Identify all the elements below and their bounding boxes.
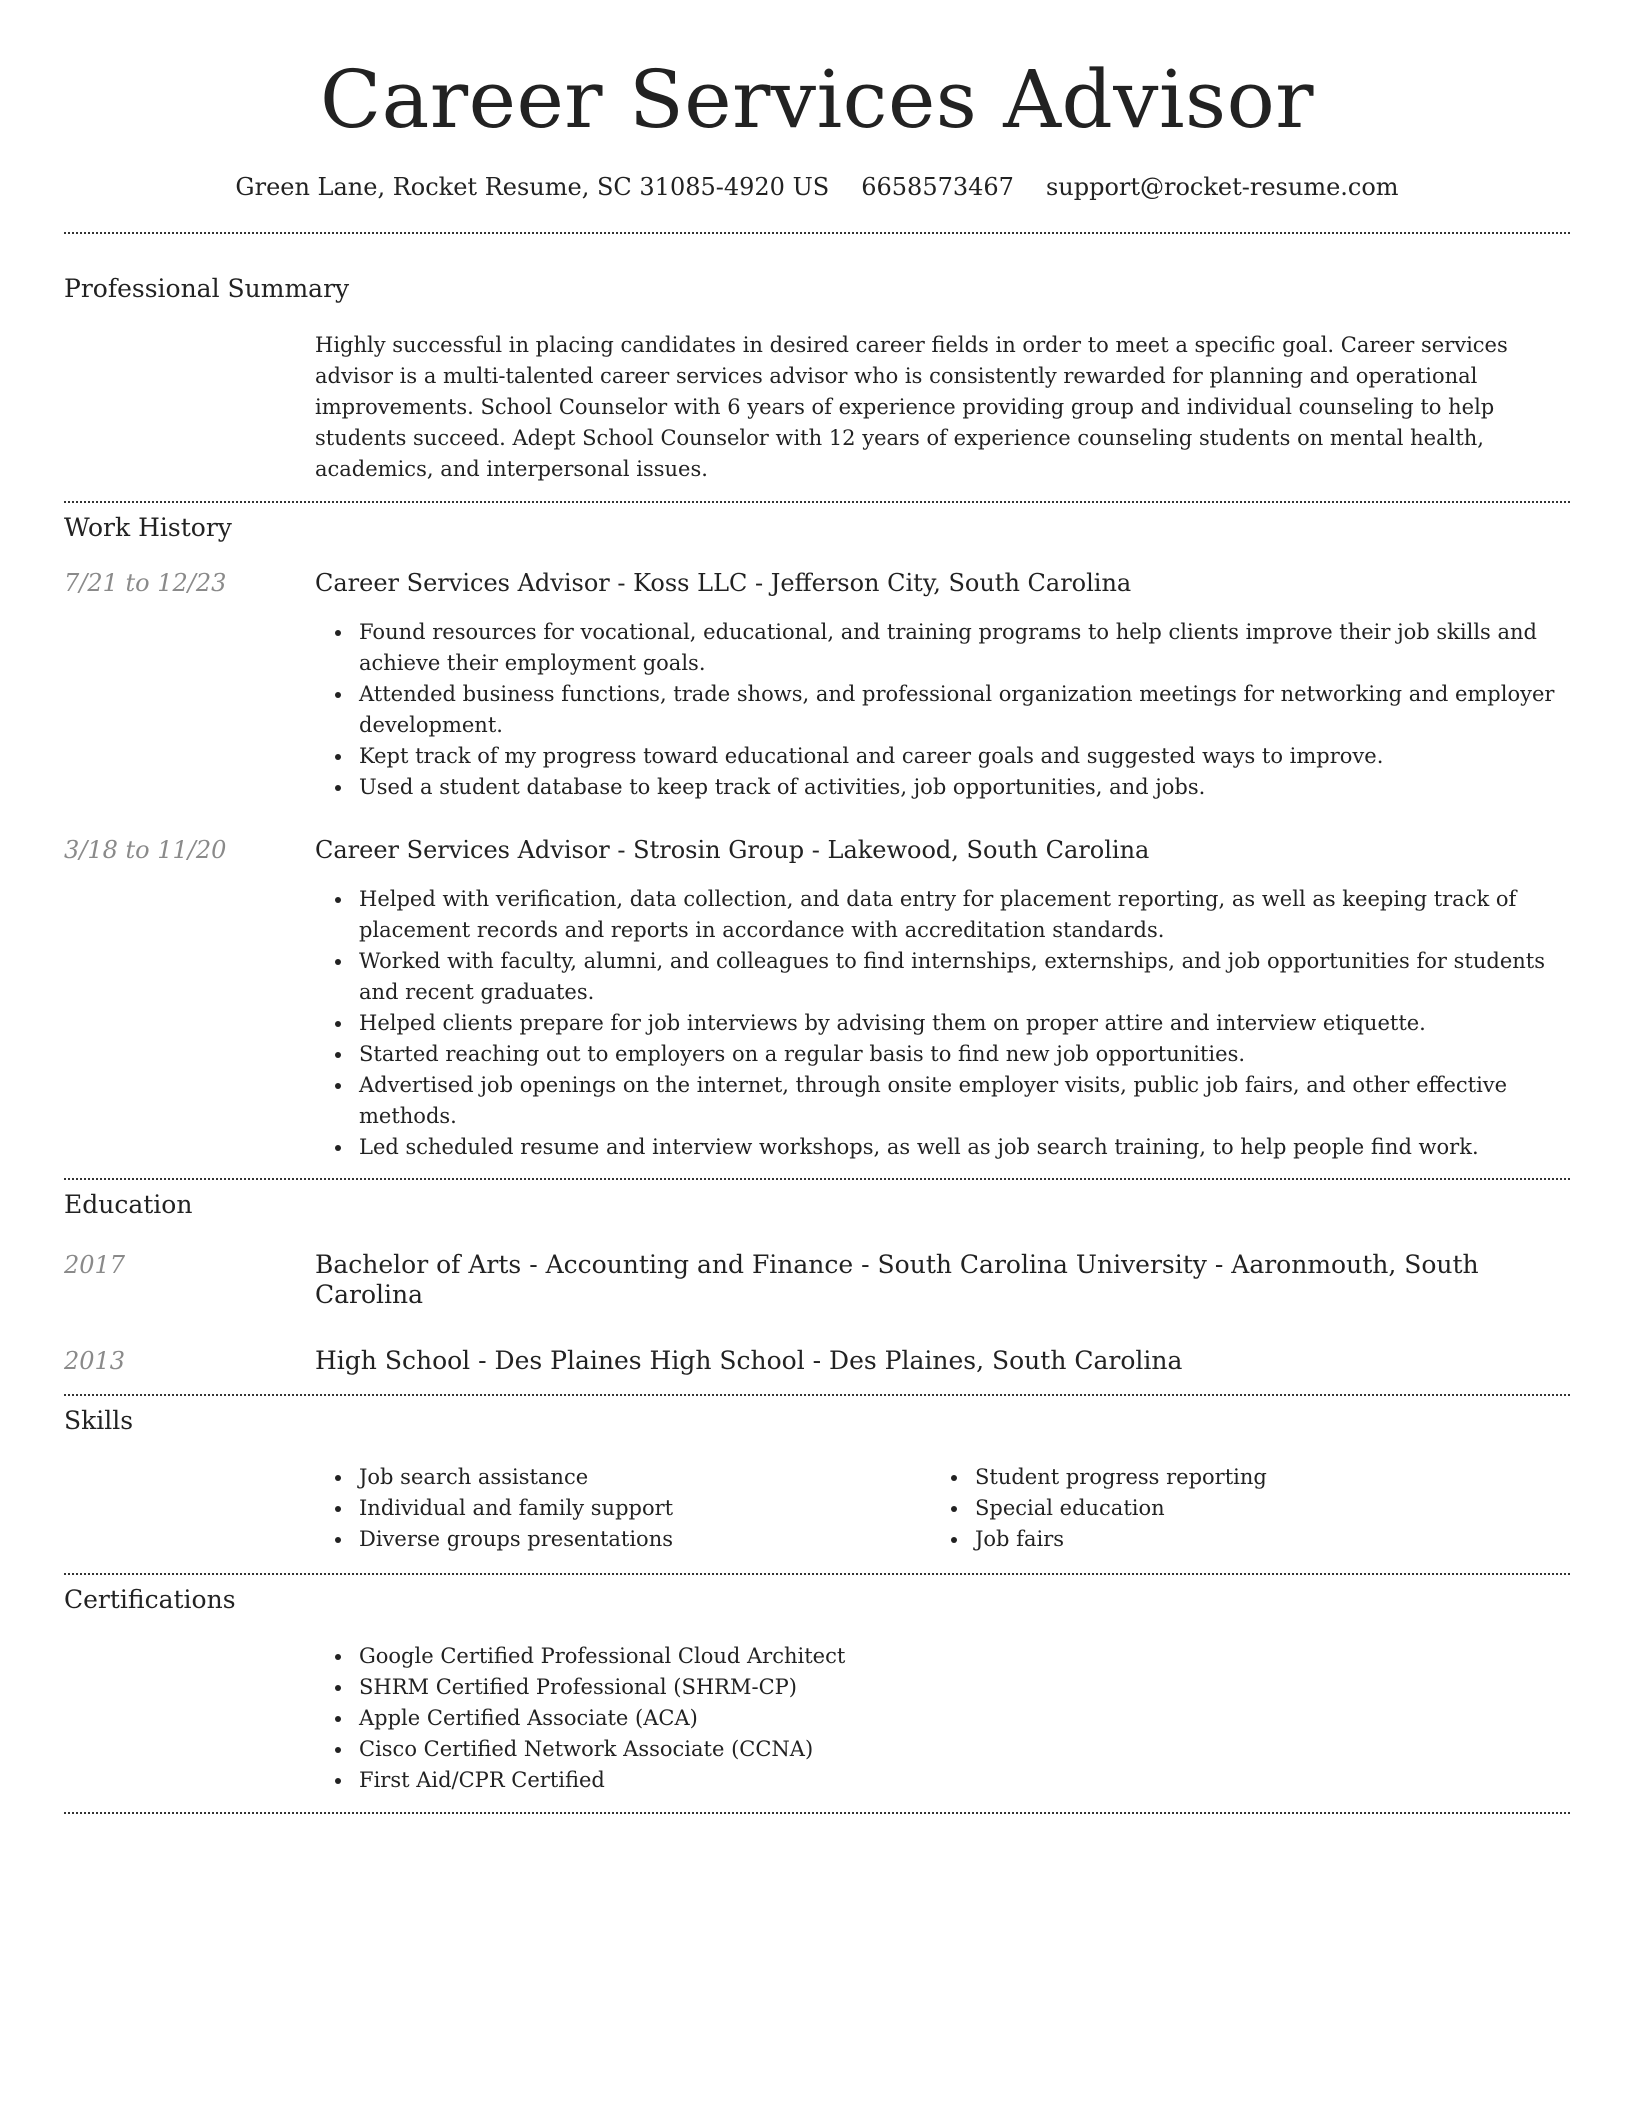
skills-column [931, 1462, 1547, 1555]
skills-list [315, 1462, 1570, 1555]
list-item: Helped clients prepare for job interviews by advising them on proper attire and interview etiquette. [315, 1008, 1570, 1039]
list-item: Individual and family support [315, 1493, 931, 1524]
section-title-education: Education [64, 1189, 193, 1219]
job-heading [315, 835, 1570, 865]
list-item: Job fairs [931, 1524, 1547, 1555]
list-item: Attended business functions, trade shows, and professional organization meetings for networking and employer development. [315, 679, 1570, 741]
list-item: Helped with verification, data collection, and data entry for placement reporting, as well as keeping track of placement records and reports in accordance with accreditation standards. [315, 884, 1570, 946]
list-item: Led scheduled resume and interview workshops, as well as job search training, to help people find work. [315, 1132, 1570, 1163]
list-item: Started reaching out to employers on a regular basis to find new job opportunities. [315, 1039, 1570, 1070]
list-item: Advertised job openings on the internet, through onsite employer visits, public job fairs, and other effective methods. [315, 1070, 1570, 1132]
section-divider [64, 501, 1570, 503]
certifications-section [64, 1585, 1570, 1796]
section-divider [64, 1812, 1570, 1814]
email-text: support@rocket-resume.com [1045, 173, 1399, 201]
phone-text: 6658573467 [861, 173, 1014, 201]
list-item: First Aid/CPR Certified [315, 1765, 1570, 1796]
section-divider [64, 1573, 1570, 1575]
list-item: Worked with faculty, alumni, and colleagues to find internships, externships, and job opportunities for students and recent graduates. [315, 946, 1570, 1008]
job-dates: 3/18 to 11/20 [64, 835, 227, 864]
list-item: Diverse groups presentations [315, 1524, 931, 1555]
education-degree: Bachelor of Arts - Accounting and Finance [315, 1249, 854, 1279]
education-details [315, 1346, 1182, 1376]
section-divider [64, 1394, 1570, 1396]
list-item: Cisco Certified Network Associate (CCNA) [315, 1734, 1570, 1765]
education-degree: High School [315, 1345, 471, 1375]
section-title-certifications: Certifications [64, 1584, 236, 1614]
section-title-skills: Skills [64, 1405, 134, 1435]
job-role: Career Services Advisor [315, 835, 610, 864]
job-company: - Koss LLC - Jefferson City, South Carolina [609, 568, 1132, 597]
education-details [315, 1250, 1570, 1310]
section-title-summary: Professional Summary [64, 273, 350, 303]
job-details [315, 568, 1570, 803]
summary-section [64, 274, 1570, 485]
list-item: Special education [931, 1493, 1547, 1524]
list-item: Google Certified Professional Cloud Architect [315, 1641, 1570, 1672]
job-role: Career Services Advisor [315, 568, 610, 597]
contact-info [64, 173, 1570, 202]
job-entry [64, 568, 1570, 803]
skills-column [315, 1462, 931, 1555]
job-company: - Strosin Group - Lakewood, South Carolina [609, 835, 1150, 864]
education-entry [64, 1346, 1570, 1376]
page-title: Career Services Advisor [319, 53, 1315, 146]
work-history-section [64, 513, 1570, 1163]
list-item: Apple Certified Associate (ACA) [315, 1703, 1570, 1734]
skills-section [64, 1406, 1570, 1555]
job-dates: 7/21 to 12/23 [64, 568, 227, 597]
education-entry [64, 1250, 1570, 1310]
certifications-list [315, 1641, 1570, 1796]
job-bullets [315, 617, 1570, 803]
education-school: - Des Plaines High School - Des Plaines, South Carolina [470, 1345, 1183, 1375]
job-bullets [315, 884, 1570, 1163]
section-divider [64, 1178, 1570, 1180]
list-item: Job search assistance [315, 1462, 931, 1493]
list-item: Kept track of my progress toward educational and career goals and suggested ways to improve. [315, 741, 1570, 772]
education-school: - South Carolina University - Aaronmouth, South Carolina [315, 1249, 1479, 1309]
job-heading [315, 568, 1570, 598]
summary-text: Highly successful in placing candidates in desired career fields in order to meet a specific goal. Career services advisor is a multi-talented career services advisor who is consistently rewarded for planning and operational improvements. School Counselor with 6 years of experience providing group and individual counseling to help students succeed. Adept School Counselor with 12 years of experience counseling students on mental health, academics, and interpersonal issues. [315, 332, 1508, 481]
address-text: Green Lane, Rocket Resume, SC 31085-4920 US [235, 173, 830, 201]
education-year: 2017 [64, 1250, 126, 1279]
education-section [64, 1190, 1570, 1376]
list-item: SHRM Certified Professional (SHRM-CP) [315, 1672, 1570, 1703]
list-item: Used a student database to keep track of activities, job opportunities, and jobs. [315, 772, 1570, 803]
education-year: 2013 [64, 1346, 126, 1375]
list-item: Student progress reporting [931, 1462, 1547, 1493]
list-item: Found resources for vocational, educational, and training programs to help clients improve their job skills and achieve their employment goals. [315, 617, 1570, 679]
section-title-work-history: Work History [64, 512, 232, 542]
job-entry [64, 835, 1570, 1163]
resume-page [64, 0, 1570, 1814]
job-details [315, 835, 1570, 1163]
section-divider [64, 232, 1570, 234]
